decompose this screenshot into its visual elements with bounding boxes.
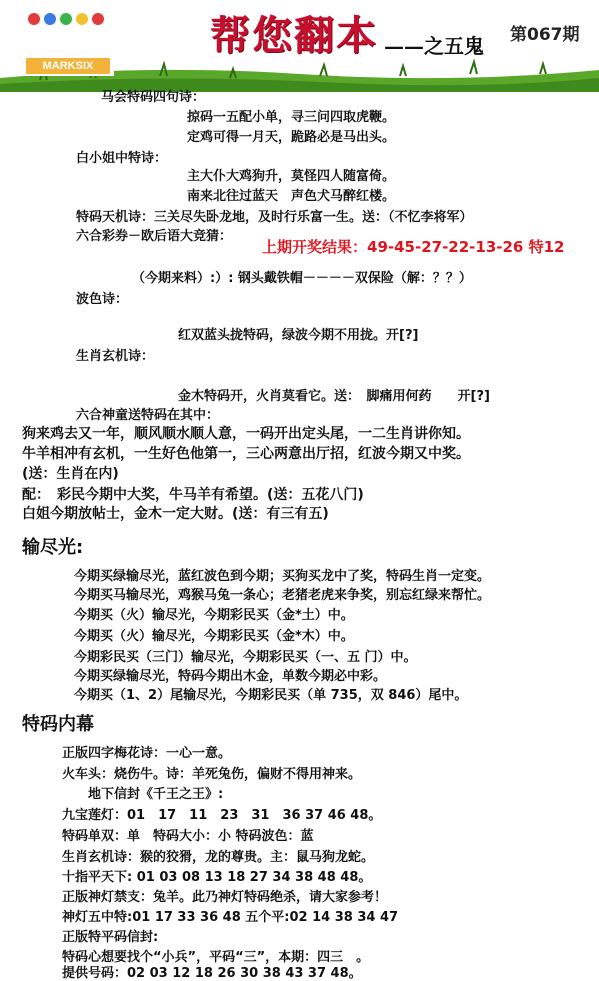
issue-number: 第067期: [510, 25, 580, 45]
section-title: 特码内幕: [22, 714, 94, 735]
poem-line: 主大仆大鸡狗升，莫怪四人随富倚。: [187, 169, 396, 184]
section-title: 输尽光:: [22, 537, 84, 558]
tip-line: （今期来料）:）: 钢头戴铁帽－－－－双保险（解：？？）: [132, 271, 472, 286]
section-heading: 马会特码四句诗：: [101, 90, 206, 105]
loss-line: 今期买绿输尽光，蓝红波色到今期；买狗买龙中了奖，特码生肖一定变。: [74, 569, 491, 584]
inside-line: 地下信封《千王之王》:: [88, 787, 224, 802]
section-heading: 六合神童送特码在其中：: [76, 408, 220, 423]
poem-line: 白姐今期放帖士，金木一定大财。(送：有三有五): [22, 506, 329, 522]
loss-line: 今期买（火）输尽光，今期彩民买（金*土）中。: [74, 608, 354, 623]
loss-line: 今期买绿输尽光，特码今期出木金，单数今期必中彩。: [74, 669, 387, 684]
inside-line: 正版神灯禁支：兔羊。此乃神灯特码绝杀，请大家参考！: [62, 890, 388, 905]
poem-line: 定鸡可得一月天，跪路必是马出头。: [187, 130, 396, 145]
poem-line: 配： 彩民今期中大奖，牛马羊有希望。(送：五花八门): [22, 487, 364, 503]
section-heading: 白小姐中特诗：: [76, 151, 168, 166]
poem-line: 掠码一五配小单，寻三问四取虎鞭。: [187, 110, 396, 125]
loss-line: 今期彩民买（三门）输尽光，今期彩民买（一、五 门）中。: [74, 650, 417, 665]
section-heading: 生肖玄机诗：: [76, 349, 155, 364]
page-title: 帮您翻本: [210, 12, 378, 59]
poem-line: 狗来鸡去又一年，顺风顺水顺人意，一码开出定头尾，一二生肖讲你知。: [22, 426, 470, 442]
poem-line: 牛羊相冲有玄机，一生好色他第一，三心两意出厅招，红波今期又中奖。: [22, 446, 470, 462]
header-banner: [0, 0, 599, 92]
inside-line: 特码心想要找个“小兵”，平码“三”，本期：四三 。: [62, 950, 370, 965]
inside-line: 神灯五中特:01 17 33 36 48 五个平:02 14 38 34 47: [62, 910, 399, 925]
inside-line: 火车头：烧伤牛。诗：羊死兔伤，偏财不得用神来。: [62, 767, 362, 782]
marksix-logo: [22, 6, 114, 76]
inside-line: 十指平天下: 01 03 08 13 18 27 34 38 48 48。: [62, 870, 372, 885]
inside-line: 正版特平码信封:: [62, 930, 159, 945]
tip-line: 特码天机诗：三关尽失卧龙地，及时行乐富一生。送：（不忆李将军）: [76, 210, 473, 225]
loss-line: 今期买（1、2）尾输尽光，今期彩民买（单 735，双 846）尾中。: [74, 688, 468, 703]
poem-line: 南来北往过蓝天 声色犬马醉红楼。: [187, 189, 396, 204]
inside-line: 九宝莲灯：01 17 11 23 31 36 37 46 48。: [62, 808, 382, 823]
tip-line: 红双蓝头拢特码，绿波今期不用拢。开[?]: [178, 328, 419, 343]
inside-line: 提供号码：02 03 12 18 26 30 38 43 37 48。: [62, 966, 362, 981]
tip-line: 金木特码开，火肖莫看它。送： 脚痛用何药 开[?]: [178, 389, 490, 404]
inside-line: 正版四字梅花诗：一心一意。: [62, 746, 232, 761]
section-heading: 六合彩券－欧后语大竞猜：: [76, 229, 233, 244]
inside-line: 生肖玄机诗：猴的狡猾，龙的尊贵。主：鼠马狗龙蛇。: [62, 850, 375, 865]
inside-line: 特码单双：单 特码大小：小 特码波色：蓝: [62, 829, 314, 844]
logo-balls: [26, 10, 110, 30]
loss-line: 今期买（火）输尽光，今期彩民买（金*木）中。: [74, 629, 354, 644]
section-heading: 波色诗：: [76, 292, 129, 307]
loss-line: 今期买马输尽光，鸡猴马兔一条心；老猪老虎来争奖，别忘红绿来帮忙。: [74, 588, 491, 603]
page-subtitle: ——之五鬼: [384, 34, 484, 58]
last-draw-result: 上期开奖结果：49-45-27-22-13-26 特12: [262, 238, 565, 256]
poem-line: (送：生肖在内): [22, 466, 119, 482]
logo-wordmark: MARKSIX: [26, 58, 110, 74]
